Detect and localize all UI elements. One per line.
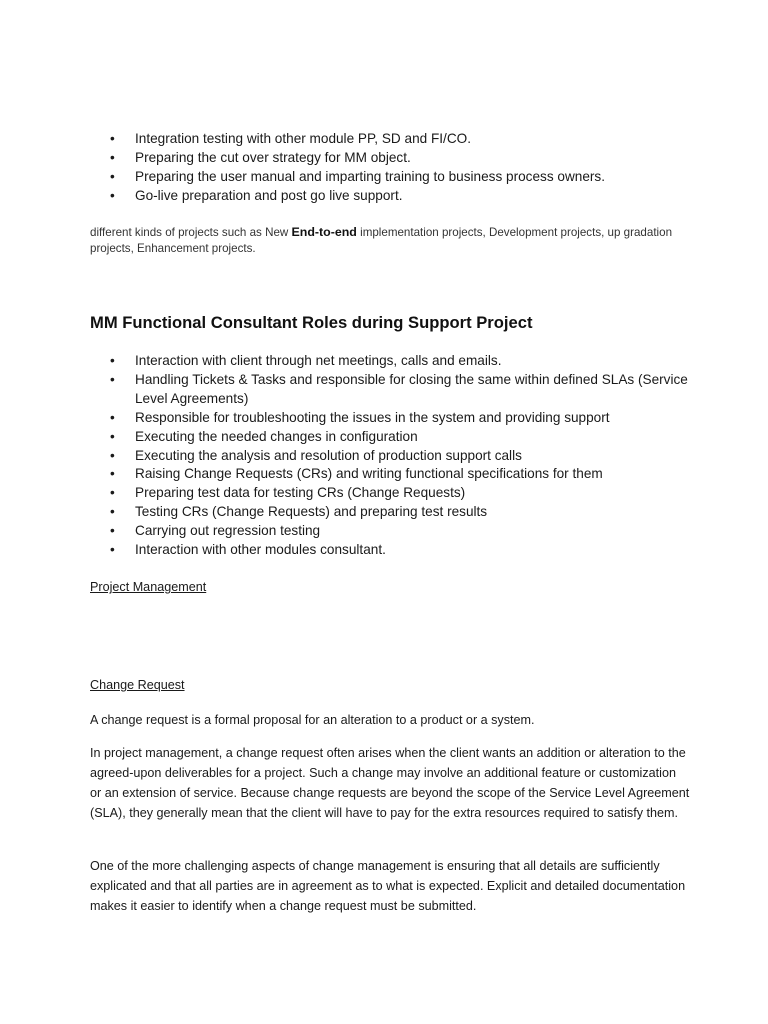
list-item-text: Go-live preparation and post go live support. xyxy=(135,187,403,203)
list-item-text: Integration testing with other module PP, SD and FI/CO. xyxy=(135,131,471,146)
note-suffix: implementation projects, Development projects, up gradation projects, Enhancement projects. xyxy=(90,226,673,255)
bullet-icon: • xyxy=(110,371,115,387)
paragraph-project-management: In project management, a change request often arises when the client wants an addition or alteration to the agreed-upon deliverables for a project. Such a change may involve an additional feature or customization or an extension of service. Because change requests are beyond the scope of the Service Level Agreement (SLA), they generally mean that the client will have to pay for the extra resources required to satisfy them. xyxy=(90,746,690,820)
list-item xyxy=(90,541,695,560)
bullet-icon: • xyxy=(110,131,115,146)
bullet-icon: • xyxy=(110,523,115,539)
bullet-icon: • xyxy=(110,187,115,203)
list-item-text: Preparing the cut over strategy for MM object. xyxy=(135,149,411,165)
list-item-text: Testing CRs (Change Requests) and preparing test results xyxy=(135,504,488,520)
note-prefix: different kinds of projects such as New xyxy=(90,226,292,239)
list-item xyxy=(90,503,695,522)
list-item xyxy=(90,168,605,187)
list-item xyxy=(90,352,695,371)
bullet-icon: • xyxy=(110,428,115,444)
bullet-icon: • xyxy=(110,542,115,558)
bullet-icon: • xyxy=(110,485,115,501)
bullet-icon: • xyxy=(110,353,115,368)
bullet-icon: • xyxy=(110,504,115,520)
section-heading: MM Functional Consultant Roles during Support Project xyxy=(90,313,533,332)
list-item xyxy=(90,409,695,428)
list-item-text: Interaction with client through net meetings, calls and emails. xyxy=(135,353,502,368)
list-item xyxy=(90,465,695,484)
paragraph-change-management: One of the more challenging aspects of change management is ensuring that all details are sufficiently explicated and that all parties are in agreement as to what is expected. Explicit and detailed documentation makes it easier to identify when a change request must be submitted. xyxy=(90,859,686,913)
bullet-icon: • xyxy=(110,168,115,184)
project-types-note xyxy=(90,224,680,257)
project-management-heading: Project Management xyxy=(90,580,207,594)
list-item xyxy=(90,187,605,206)
list-item-text: Preparing the user manual and imparting training to business process owners. xyxy=(135,168,605,184)
list-item-text: Executing the needed changes in configuration xyxy=(135,428,418,444)
list-item-text: Preparing test data for testing CRs (Change Requests) xyxy=(135,485,466,501)
list-item xyxy=(90,484,695,503)
bullet-icon: • xyxy=(110,409,115,425)
bullet-list-top xyxy=(90,130,605,206)
list-item-text: Executing the analysis and resolution of production support calls xyxy=(135,447,522,463)
bullet-icon: • xyxy=(110,149,115,165)
bullet-list-support xyxy=(90,352,695,560)
list-item xyxy=(90,149,605,168)
list-item xyxy=(90,130,605,149)
list-item-text: Interaction with other modules consultant. xyxy=(135,542,386,558)
note-bold-term: End-to-end xyxy=(291,225,357,239)
list-item-text: Responsible for troubleshooting the issues in the system and providing support xyxy=(135,409,610,425)
change-request-heading: Change Request xyxy=(90,678,185,692)
bullet-icon: • xyxy=(110,447,115,463)
list-item xyxy=(90,371,695,409)
list-item-text: Handling Tickets & Tasks and responsible for closing the same within defined SLAs (Service Level Agreements) xyxy=(135,371,688,406)
list-item xyxy=(90,447,695,466)
paragraph-definition: A change request is a formal proposal for an alteration to a product or a system. xyxy=(90,713,535,727)
list-item xyxy=(90,522,695,541)
list-item-text: Carrying out regression testing xyxy=(135,523,321,539)
bullet-icon: • xyxy=(110,466,115,482)
list-item-text: Raising Change Requests (CRs) and writing functional specifications for them xyxy=(135,466,603,482)
list-item xyxy=(90,428,695,447)
